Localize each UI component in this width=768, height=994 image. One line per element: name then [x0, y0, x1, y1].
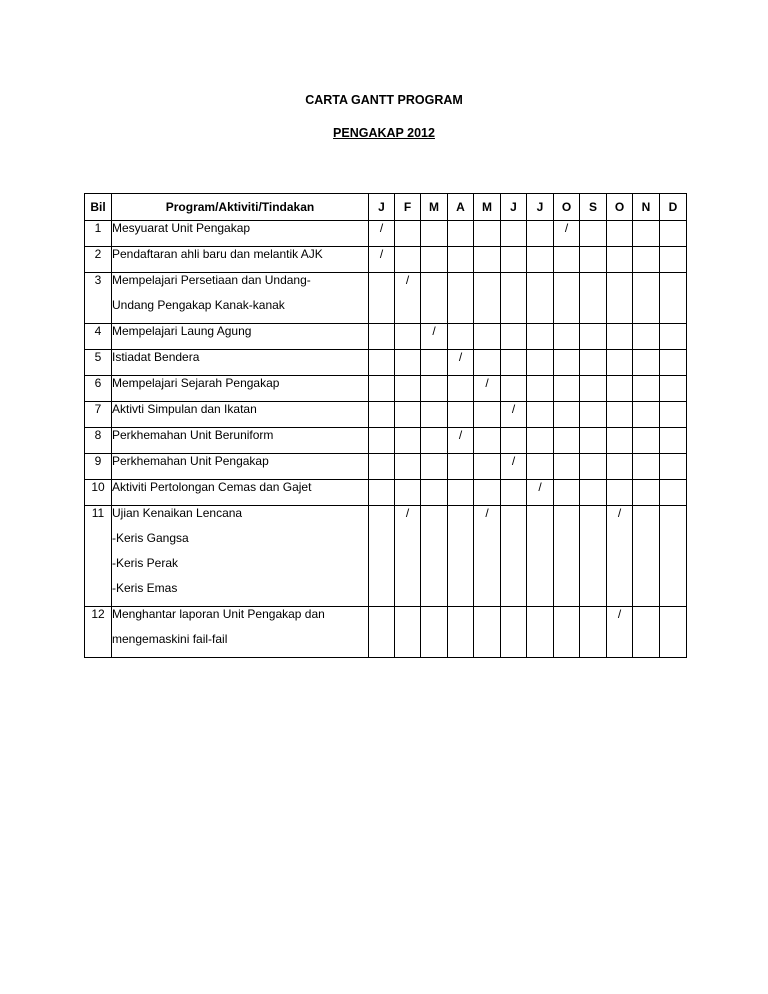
month-cell [607, 402, 633, 428]
month-cell [369, 607, 395, 658]
program-line: Aktiviti Pertolongan Cemas dan Gajet [112, 480, 312, 494]
program-cell [112, 324, 369, 350]
month-cell: / [501, 402, 527, 428]
month-cell [607, 273, 633, 324]
table-row [85, 324, 687, 350]
month-cell [660, 480, 687, 506]
month-cell: / [501, 454, 527, 480]
month-cell [369, 273, 395, 324]
program-cell [112, 607, 369, 658]
month-cell [527, 607, 554, 658]
month-cell [633, 402, 660, 428]
month-cell [660, 607, 687, 658]
header-month: S [580, 194, 607, 221]
gantt-table [84, 193, 687, 658]
month-cell [660, 247, 687, 273]
program-cell [112, 428, 369, 454]
table-row [85, 607, 687, 658]
month-cell: / [369, 247, 395, 273]
program-cell [112, 247, 369, 273]
month-cell [580, 273, 607, 324]
month-cell [527, 273, 554, 324]
month-cell [660, 221, 687, 247]
month-cell [421, 350, 448, 376]
month-cell [395, 324, 421, 350]
month-cell [633, 506, 660, 607]
program-cell [112, 480, 369, 506]
month-cell [369, 402, 395, 428]
month-cell [660, 376, 687, 402]
month-cell [395, 376, 421, 402]
table-row [85, 454, 687, 480]
month-cell [607, 376, 633, 402]
month-cell [501, 324, 527, 350]
row-number: 6 [85, 376, 112, 402]
month-cell [527, 506, 554, 607]
month-cell [369, 480, 395, 506]
month-cell [607, 454, 633, 480]
month-cell [527, 428, 554, 454]
program-line: Pendaftaran ahli baru dan melantik AJK [112, 247, 323, 261]
row-number: 12 [85, 607, 112, 658]
gantt-body [85, 221, 687, 658]
document-title: CARTA GANTT PROGRAM [305, 93, 463, 107]
program-line: Istiadat Bendera [112, 350, 200, 364]
program-line: Mesyuarat Unit Pengakap [112, 221, 251, 235]
month-cell [448, 607, 474, 658]
program-line: -Keris Perak [112, 556, 179, 570]
header-program: Program/Aktiviti/Tindakan [112, 194, 369, 221]
month-cell [527, 324, 554, 350]
month-cell [554, 454, 580, 480]
month-cell [554, 607, 580, 658]
month-cell [421, 273, 448, 324]
document-subtitle [0, 126, 768, 140]
month-cell: / [607, 506, 633, 607]
month-cell [474, 607, 501, 658]
month-cell: / [554, 221, 580, 247]
row-number: 2 [85, 247, 112, 273]
month-cell [448, 221, 474, 247]
row-number: 7 [85, 402, 112, 428]
row-number: 5 [85, 350, 112, 376]
month-cell [395, 402, 421, 428]
month-cell [660, 273, 687, 324]
month-cell [501, 480, 527, 506]
month-cell [395, 480, 421, 506]
month-cell [369, 506, 395, 607]
month-cell [607, 350, 633, 376]
month-cell [501, 506, 527, 607]
month-cell [554, 273, 580, 324]
month-cell [580, 480, 607, 506]
program-line: mengemaskini fail-fail [112, 632, 228, 646]
month-cell [421, 506, 448, 607]
month-cell [369, 454, 395, 480]
program-line: Mempelajari Laung Agung [112, 324, 252, 338]
program-cell [112, 506, 369, 607]
month-cell [633, 273, 660, 324]
month-cell [395, 221, 421, 247]
month-cell [633, 480, 660, 506]
month-cell [554, 506, 580, 607]
program-cell [112, 221, 369, 247]
month-cell [448, 454, 474, 480]
month-cell [448, 273, 474, 324]
month-cell [501, 247, 527, 273]
month-cell [474, 350, 501, 376]
header-month: O [607, 194, 633, 221]
header-month: D [660, 194, 687, 221]
program-cell [112, 350, 369, 376]
table-row [85, 376, 687, 402]
table-row [85, 221, 687, 247]
month-cell [474, 428, 501, 454]
month-cell [395, 350, 421, 376]
month-cell [474, 324, 501, 350]
month-cell [580, 324, 607, 350]
month-cell: / [448, 428, 474, 454]
header-month: N [633, 194, 660, 221]
program-line: Perkhemahan Unit Beruniform [112, 428, 274, 442]
row-number: 8 [85, 428, 112, 454]
month-cell: / [395, 273, 421, 324]
month-cell [660, 402, 687, 428]
header-month: M [421, 194, 448, 221]
table-row [85, 247, 687, 273]
table-row [85, 428, 687, 454]
row-number: 3 [85, 273, 112, 324]
month-cell [554, 376, 580, 402]
month-cell: / [448, 350, 474, 376]
month-cell [501, 350, 527, 376]
month-cell [660, 506, 687, 607]
month-cell [554, 402, 580, 428]
month-cell [421, 607, 448, 658]
program-line: Perkhemahan Unit Pengakap [112, 454, 269, 468]
header-month: J [501, 194, 527, 221]
program-line: Mempelajari Persetiaan dan Undang- [112, 273, 311, 287]
header-bil: Bil [85, 194, 112, 221]
header-month: J [369, 194, 395, 221]
month-cell [580, 247, 607, 273]
header-month: O [554, 194, 580, 221]
month-cell [448, 376, 474, 402]
month-cell: / [395, 506, 421, 607]
program-line: Ujian Kenaikan Lencana [112, 506, 243, 520]
table-row [85, 506, 687, 607]
month-cell [607, 324, 633, 350]
month-cell [580, 376, 607, 402]
header-month: J [527, 194, 554, 221]
month-cell [554, 247, 580, 273]
month-cell [474, 402, 501, 428]
month-cell [554, 480, 580, 506]
month-cell [501, 428, 527, 454]
month-cell [448, 247, 474, 273]
month-cell [527, 350, 554, 376]
month-cell [369, 428, 395, 454]
row-number: 9 [85, 454, 112, 480]
month-cell [660, 324, 687, 350]
month-cell [369, 350, 395, 376]
month-cell [660, 428, 687, 454]
month-cell [527, 402, 554, 428]
program-cell [112, 402, 369, 428]
program-cell [112, 454, 369, 480]
month-cell [474, 454, 501, 480]
month-cell [607, 247, 633, 273]
month-cell [633, 607, 660, 658]
month-cell [501, 607, 527, 658]
month-cell [501, 376, 527, 402]
month-cell [580, 506, 607, 607]
program-line: Mempelajari Sejarah Pengakap [112, 376, 280, 390]
month-cell [448, 506, 474, 607]
month-cell [421, 480, 448, 506]
month-cell [580, 221, 607, 247]
header-month: A [448, 194, 474, 221]
month-cell [448, 480, 474, 506]
row-number: 11 [85, 506, 112, 607]
month-cell [633, 324, 660, 350]
month-cell [395, 607, 421, 658]
month-cell [633, 350, 660, 376]
month-cell [474, 221, 501, 247]
month-cell [501, 273, 527, 324]
row-number: 1 [85, 221, 112, 247]
program-line: -Keris Gangsa [112, 531, 189, 545]
month-cell [580, 402, 607, 428]
month-cell [527, 454, 554, 480]
month-cell: / [474, 376, 501, 402]
month-cell [660, 350, 687, 376]
month-cell [421, 376, 448, 402]
month-cell [369, 324, 395, 350]
program-cell [112, 273, 369, 324]
program-line: Menghantar laporan Unit Pengakap dan [112, 607, 325, 621]
month-cell [527, 221, 554, 247]
month-cell [421, 428, 448, 454]
month-cell [501, 221, 527, 247]
month-cell [580, 454, 607, 480]
month-cell [633, 428, 660, 454]
month-cell [633, 221, 660, 247]
row-number: 4 [85, 324, 112, 350]
month-cell [580, 428, 607, 454]
month-cell [369, 376, 395, 402]
month-cell [421, 221, 448, 247]
row-number: 10 [85, 480, 112, 506]
month-cell [554, 350, 580, 376]
month-cell [395, 247, 421, 273]
month-cell [554, 324, 580, 350]
month-cell [474, 247, 501, 273]
month-cell: / [421, 324, 448, 350]
month-cell [421, 454, 448, 480]
month-cell [633, 247, 660, 273]
table-row [85, 402, 687, 428]
program-line: Aktivti Simpulan dan Ikatan [112, 402, 257, 416]
month-cell [554, 428, 580, 454]
month-cell [633, 376, 660, 402]
month-cell: / [527, 480, 554, 506]
month-cell [607, 480, 633, 506]
month-cell [395, 428, 421, 454]
table-row [85, 480, 687, 506]
month-cell [448, 324, 474, 350]
month-cell: / [369, 221, 395, 247]
month-cell [607, 221, 633, 247]
month-cell [421, 247, 448, 273]
month-cell [474, 480, 501, 506]
month-cell [448, 402, 474, 428]
month-cell [395, 454, 421, 480]
table-row [85, 350, 687, 376]
header-month: F [395, 194, 421, 221]
month-cell [660, 454, 687, 480]
month-cell [607, 428, 633, 454]
month-cell [527, 247, 554, 273]
subtitle-text: PENGAKAP 2012 [333, 126, 435, 140]
month-cell [474, 273, 501, 324]
month-cell: / [474, 506, 501, 607]
month-cell: / [607, 607, 633, 658]
month-cell [527, 376, 554, 402]
program-line: Undang Pengakap Kanak-kanak [112, 298, 285, 312]
table-row [85, 273, 687, 324]
month-cell [580, 607, 607, 658]
header-row [85, 194, 687, 221]
program-line: -Keris Emas [112, 581, 178, 595]
header-month: M [474, 194, 501, 221]
month-cell [633, 454, 660, 480]
month-cell [580, 350, 607, 376]
program-cell [112, 376, 369, 402]
month-cell [421, 402, 448, 428]
